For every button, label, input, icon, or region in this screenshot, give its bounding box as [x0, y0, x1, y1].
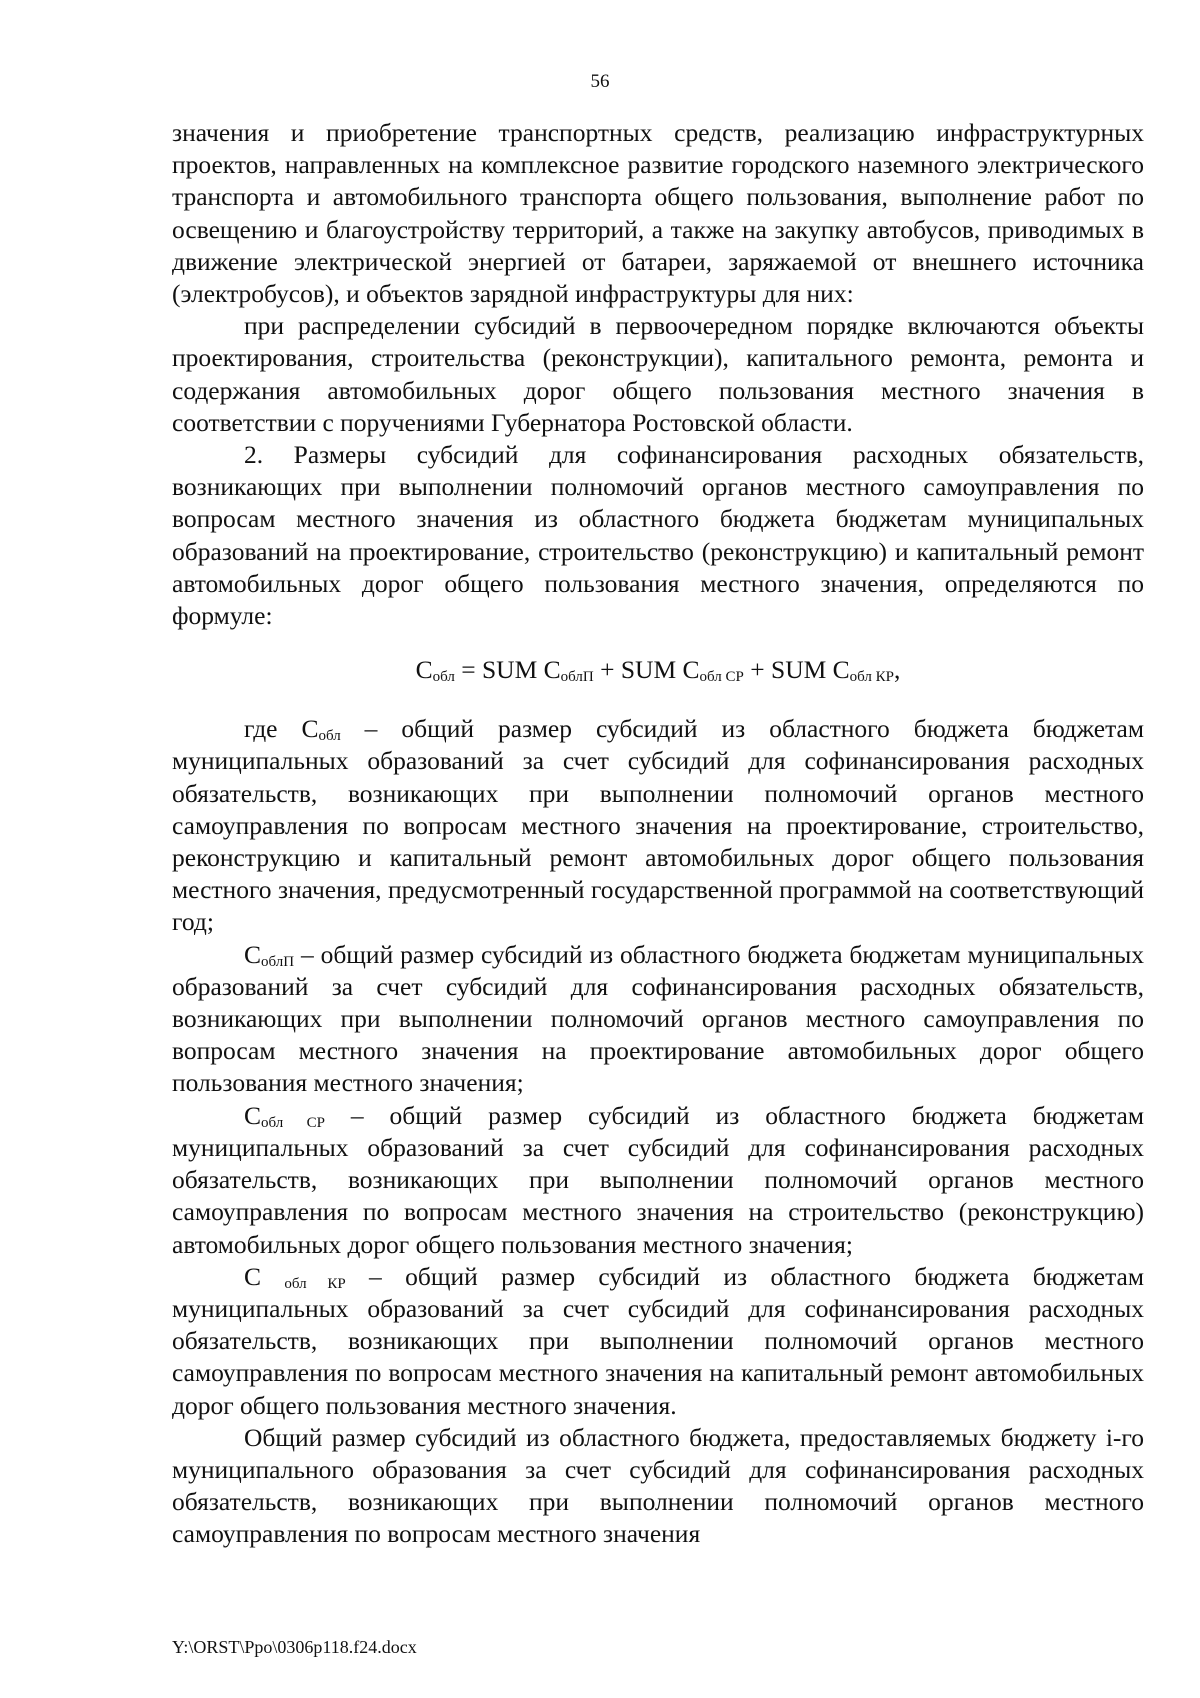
formula-lhs: С — [415, 655, 433, 685]
formula-lhs-subscript: обл — [432, 669, 455, 686]
definition-text: – общий размер субсидий из областного бюджета бюджетам муниципальных образований за счет субсидий для софинансирования расходных обязательств, возникающих при выполнении полномочий органов местного самоуправления по вопросам местного значения на проектирование автомобильных дорог общего пользования местного значения; — [172, 939, 1144, 1098]
definition-item — [172, 713, 1144, 938]
formula-term1-subscript: облП — [560, 669, 594, 686]
paragraph-priority-distribution: при распределении субсидий в первоочередном порядке включаются объекты проектирования, строительства (реконструкции), капитального ремонта, ремонта и содержания автомобильных дорог общего пользования местного значения в соответствии с поручениями Губернатора Ростовской области. — [172, 311, 1144, 437]
definition-lead: где С — [244, 714, 319, 744]
definition-subscript: обл СР — [261, 1114, 325, 1131]
definition-lead: С — [244, 939, 262, 969]
definition-item — [172, 939, 1144, 1100]
definition-item — [172, 1261, 1144, 1422]
definition-item — [172, 1100, 1144, 1261]
formula — [172, 654, 1144, 686]
definition-text: – общий размер субсидий из областного бюджета бюджетам муниципальных образований за счет субсидий для софинансирования расходных обязательств, возникающих при выполнении полномочий органов местного самоуправления по вопросам местного значения на строительство (реконструкцию) автомобильных дорог общего пользования местного значения; — [172, 1100, 1144, 1259]
formula-equals: = SUM С — [454, 655, 561, 685]
definition-text: – общий размер субсидий из областного бюджета бюджетам муниципальных образований за счет субсидий для софинансирования расходных обязательств, возникающих при выполнении полномочий органов местного самоуправления по вопросам местного значения на проектирование, строительство, реконструкцию и капитальный ремонт автомобильных дорог общего пользования местного значения, предусмотренный государственной программой на соответствующий год; — [172, 714, 1144, 937]
paragraph-continuation: значения и приобретение транспортных средств, реализацию инфраструктурных проектов, направленных на комплексное развитие городского наземного электрического транспорта и автомобильного транспорта общего пользования, выполнение работ по освещению и благоустройству территорий, а также на закупку автобусов, приводимых в движение электрической энергией от батареи, заряжаемой от внешнего источника (электробусов), и объектов зарядной инфраструктуры для них: — [172, 118, 1144, 309]
document-body — [172, 117, 1144, 1551]
paragraph-total-subsidy: Общий размер субсидий из областного бюджета, предоставляемых бюджету i-го муниципального образования за счет субсидий для софинансирования расходных обязательств, возникающих при выполнении полномочий органов местного самоуправления по вопросам местного значения — [172, 1422, 1144, 1549]
footer-file-path: Y:\ORST\Ppo\0306p118.f24.docx — [172, 1637, 417, 1657]
definition-lead: С — [244, 1261, 285, 1291]
definition-subscript: обл — [318, 728, 341, 745]
formula-plus1: + SUM С — [593, 655, 700, 685]
page-number: 56 — [590, 71, 610, 92]
definition-lead: С — [244, 1100, 262, 1130]
definition-subscript: обл КР — [284, 1275, 346, 1292]
definition-text: – общий размер субсидий из областного бюджета бюджетам муниципальных образований за счет субсидий для софинансирования расходных обязательств, возникающих при выполнении полномочий органов местного самоуправления по вопросам местного значения на капитальный ремонт автомобильных дорог общего пользования местного значения. — [172, 1261, 1144, 1420]
formula-term2-subscript: обл СР — [699, 669, 744, 686]
paragraph-subsidy-sizes: 2. Размеры субсидий для софинансирования расходных обязательств, возникающих при выполнении полномочий органов местного самоуправления по вопросам местного значения из областного бюджета бюджетам муниципальных образований на проектирование, строительство (реконструкцию) и капитальный ремонт автомобильных дорог общего пользования местного значения, определяются по формуле: — [172, 440, 1144, 631]
formula-end: , — [894, 655, 901, 685]
formula-term3-subscript: обл КР — [849, 669, 895, 686]
formula-plus2: + SUM С — [743, 655, 850, 685]
definition-subscript: облП — [261, 953, 295, 970]
